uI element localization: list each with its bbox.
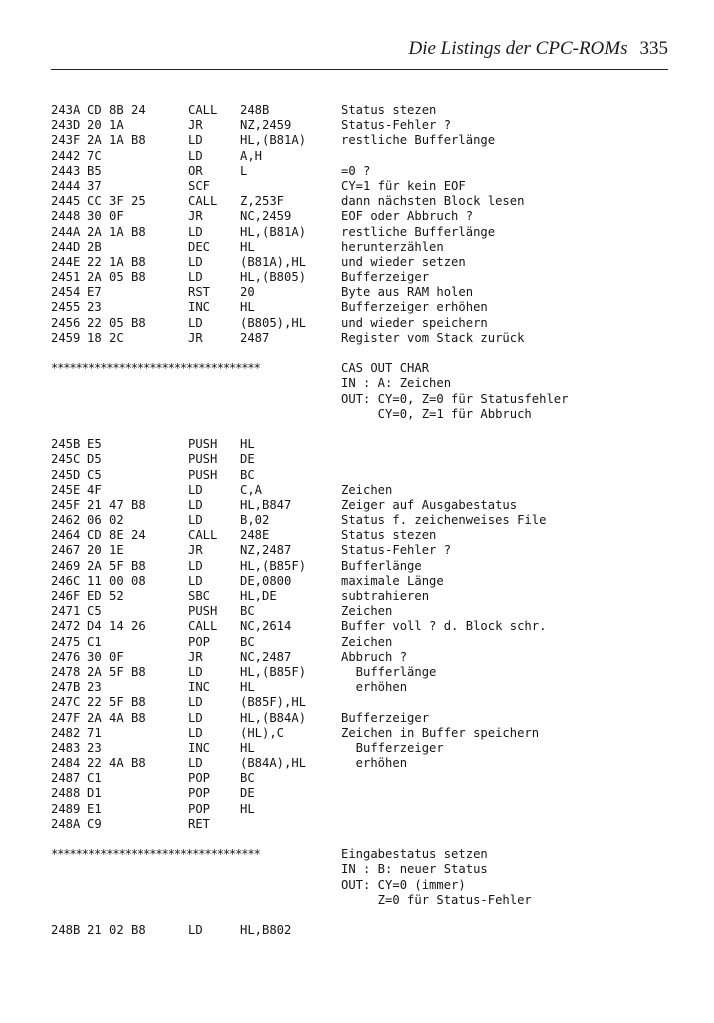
blank-line — [51, 908, 681, 923]
hex-bytes: 30 0F — [87, 649, 124, 664]
comment: Register vom Stack zurück — [341, 330, 525, 345]
hex-bytes: 21 47 B8 — [87, 497, 146, 512]
hex-bytes: 23 — [87, 740, 102, 755]
address: 243D — [51, 118, 81, 133]
address: 2483 — [51, 740, 81, 755]
routine-note: CY=0, Z=1 für Abbruch — [341, 406, 532, 421]
code-line — [51, 802, 681, 817]
hex-bytes: 2B — [87, 239, 102, 254]
comment: Byte aus RAM holen — [341, 285, 474, 300]
section-note-line — [51, 392, 681, 407]
hex-bytes: C1 — [87, 771, 102, 786]
hex-bytes: 22 5F B8 — [87, 695, 146, 710]
code-line — [51, 133, 681, 148]
operand: HL,(B84A) — [240, 710, 307, 725]
comment: restliche Bufferlänge — [341, 133, 496, 148]
comment: dann nächsten Block lesen — [341, 194, 525, 209]
address: 2484 — [51, 756, 81, 771]
address: 2443 — [51, 163, 81, 178]
address: 2487 — [51, 771, 81, 786]
operand: Z,253F — [240, 194, 285, 209]
mnemonic: CALL — [188, 194, 218, 209]
mnemonic: PUSH — [188, 467, 218, 482]
section-note-line — [51, 862, 681, 877]
page-number: 335 — [639, 38, 668, 59]
hex-bytes: CD 8B 24 — [87, 103, 146, 117]
code-line — [51, 589, 681, 604]
operand: (B805),HL — [240, 315, 307, 330]
mnemonic: LD — [188, 573, 203, 588]
hex-bytes: 18 2C — [87, 330, 124, 345]
separator-stars: ********************************** — [51, 847, 260, 862]
address: 245E — [51, 482, 81, 497]
hex-bytes: D1 — [87, 786, 102, 801]
address: 2482 — [51, 725, 81, 740]
comment: Zeiger auf Ausgabestatus — [341, 497, 518, 512]
code-line — [51, 483, 681, 498]
operand: HL,DE — [240, 589, 277, 603]
hex-bytes: D4 14 26 — [87, 619, 146, 634]
code-line — [51, 300, 681, 315]
operand: HL,(B81A) — [240, 133, 307, 148]
running-title: Die Listings der CPC-ROMs — [408, 38, 628, 59]
hex-bytes: 2A 05 B8 — [87, 270, 146, 285]
operand: HL,(B805) — [240, 270, 307, 285]
address: 245C — [51, 452, 81, 467]
operand: HL — [240, 680, 255, 695]
code-line — [51, 619, 681, 634]
code-line — [51, 103, 681, 118]
address: 2455 — [51, 300, 81, 315]
operand: 248B — [240, 103, 270, 117]
hex-bytes: 7C — [87, 148, 102, 163]
operand: A,H — [240, 148, 263, 163]
mnemonic: LD — [188, 148, 203, 163]
hex-bytes: 2A 4A B8 — [87, 710, 146, 725]
code-line — [51, 559, 681, 574]
code-line — [51, 711, 681, 726]
comment: Zeichen — [341, 604, 393, 619]
operand: HL,(B85F) — [240, 558, 307, 573]
code-line — [51, 240, 681, 255]
code-line — [51, 817, 681, 832]
mnemonic: LD — [188, 558, 203, 573]
routine-note: OUT: CY=0, Z=0 für Statusfehler — [341, 391, 569, 406]
comment: CY=1 für kein EOF — [341, 178, 466, 193]
address: 2476 — [51, 649, 81, 664]
comment: Zeichen in Buffer speichern — [341, 725, 540, 740]
address: 2444 — [51, 178, 81, 193]
code-line — [51, 528, 681, 543]
mnemonic: POP — [188, 801, 211, 816]
comment: Zeichen — [341, 634, 393, 649]
operand: HL — [240, 300, 255, 315]
operand: NC,2614 — [240, 619, 292, 634]
mnemonic: JR — [188, 330, 203, 345]
hex-bytes: C5 — [87, 467, 102, 482]
comment: subtrahieren — [341, 589, 430, 603]
operand: (B85F),HL — [240, 695, 307, 710]
operand: BC — [240, 467, 255, 482]
operand: 2487 — [240, 330, 270, 345]
comment: und wieder speichern — [341, 315, 488, 330]
address: 247B — [51, 680, 81, 695]
code-line — [51, 680, 681, 695]
hex-bytes: B5 — [87, 163, 102, 178]
operand: HL,B802 — [240, 923, 292, 938]
operand: HL — [240, 239, 255, 254]
hex-bytes: 2A 1A B8 — [87, 224, 146, 239]
comment: =0 ? — [341, 163, 371, 178]
address: 2456 — [51, 315, 81, 330]
hex-bytes: 06 02 — [87, 513, 124, 528]
mnemonic: RET — [188, 816, 211, 831]
address: 2462 — [51, 513, 81, 528]
address: 243F — [51, 133, 81, 148]
mnemonic: LD — [188, 710, 203, 725]
address: 247F — [51, 710, 81, 725]
code-line — [51, 741, 681, 756]
operand: C,A — [240, 482, 263, 497]
address: 244D — [51, 239, 81, 254]
address: 244A — [51, 224, 81, 239]
operand: DE — [240, 452, 255, 467]
comment: Abbruch ? — [341, 649, 408, 664]
comment: erhöhen — [341, 756, 408, 771]
mnemonic: CALL — [188, 103, 218, 117]
hex-bytes: 23 — [87, 680, 102, 695]
separator-stars: ********************************** — [51, 361, 260, 376]
mnemonic: INC — [188, 740, 211, 755]
address: 244E — [51, 254, 81, 269]
hex-bytes: 23 — [87, 300, 102, 315]
operand: BC — [240, 604, 255, 619]
code-line — [51, 468, 681, 483]
comment: Bufferzeiger — [341, 270, 430, 285]
comment: herunterzählen — [341, 239, 444, 254]
mnemonic: JR — [188, 118, 203, 133]
operand: NZ,2487 — [240, 543, 292, 558]
address: 248B — [51, 923, 81, 938]
address: 2448 — [51, 209, 81, 224]
address: 245D — [51, 467, 81, 482]
routine-note: OUT: CY=0 (immer) — [341, 877, 466, 892]
mnemonic: SBC — [188, 589, 211, 603]
hex-bytes: C1 — [87, 634, 102, 649]
mnemonic: LD — [188, 513, 203, 528]
operand: (B81A),HL — [240, 254, 307, 269]
address: 246C — [51, 573, 81, 588]
mnemonic: LD — [188, 695, 203, 710]
code-line — [51, 194, 681, 209]
hex-bytes: 4F — [87, 482, 102, 497]
address: 2467 — [51, 543, 81, 558]
address: 245B — [51, 437, 81, 452]
operand: DE,0800 — [240, 573, 292, 588]
comment: Buffer voll ? d. Block schr. — [341, 619, 547, 634]
mnemonic: PUSH — [188, 604, 218, 619]
code-line — [51, 786, 681, 801]
address: 2451 — [51, 270, 81, 285]
hex-bytes: 20 1E — [87, 543, 124, 558]
mnemonic: INC — [188, 300, 211, 315]
address: 248A — [51, 816, 81, 831]
mnemonic: CALL — [188, 619, 218, 634]
code-line — [51, 574, 681, 589]
hex-bytes: 2A 5F B8 — [87, 664, 146, 679]
comment: maximale Länge — [341, 573, 444, 588]
operand: BC — [240, 634, 255, 649]
code-line — [51, 164, 681, 179]
mnemonic: JR — [188, 209, 203, 224]
comment: restliche Bufferlänge — [341, 224, 496, 239]
section-note-line — [51, 407, 681, 422]
operand: (B84A),HL — [240, 756, 307, 771]
hex-bytes: CC 3F 25 — [87, 194, 146, 209]
mnemonic: LD — [188, 923, 203, 938]
mnemonic: LD — [188, 224, 203, 239]
code-line — [51, 270, 681, 285]
comment: Status-Fehler ? — [341, 543, 452, 558]
mnemonic: POP — [188, 634, 211, 649]
hex-bytes: 2A 5F B8 — [87, 558, 146, 573]
comment: Zeichen — [341, 482, 393, 497]
mnemonic: LD — [188, 725, 203, 740]
comment: erhöhen — [341, 680, 408, 695]
page-header — [0, 38, 668, 60]
code-line — [51, 604, 681, 619]
section-note-line — [51, 878, 681, 893]
address: 2489 — [51, 801, 81, 816]
mnemonic: LD — [188, 664, 203, 679]
section-header-line — [51, 361, 681, 376]
routine-note: IN : B: neuer Status — [341, 862, 488, 877]
code-line — [51, 650, 681, 665]
hex-bytes: E1 — [87, 801, 102, 816]
mnemonic: CALL — [188, 528, 218, 543]
blank-line — [51, 422, 681, 437]
routine-note: Z=0 für Status-Fehler — [341, 892, 532, 907]
comment: Bufferlänge — [341, 558, 422, 573]
operand: HL,(B85F) — [240, 664, 307, 679]
header-rule — [51, 69, 668, 70]
code-line — [51, 331, 681, 346]
code-line — [51, 665, 681, 680]
hex-bytes: D5 — [87, 452, 102, 467]
code-line — [51, 452, 681, 467]
mnemonic: LD — [188, 315, 203, 330]
code-line — [51, 513, 681, 528]
address: 2464 — [51, 528, 81, 543]
code-line — [51, 695, 681, 710]
code-line — [51, 543, 681, 558]
operand: HL — [240, 740, 255, 755]
mnemonic: JR — [188, 649, 203, 664]
address: 247C — [51, 695, 81, 710]
operand: DE — [240, 786, 255, 801]
operand: HL — [240, 801, 255, 816]
hex-bytes: 21 02 B8 — [87, 923, 146, 938]
hex-bytes: C9 — [87, 816, 102, 831]
mnemonic: LD — [188, 482, 203, 497]
comment: Bufferzeiger erhöhen — [341, 300, 488, 315]
comment: Bufferzeiger — [341, 710, 430, 725]
address: 2445 — [51, 194, 81, 209]
hex-bytes: 22 1A B8 — [87, 254, 146, 269]
address: 2469 — [51, 558, 81, 573]
blank-line — [51, 832, 681, 847]
code-line — [51, 149, 681, 164]
operand: HL,(B81A) — [240, 224, 307, 239]
hex-bytes: 71 — [87, 725, 102, 740]
operand: BC — [240, 771, 255, 786]
section-note-line — [51, 376, 681, 391]
hex-bytes: 2A 1A B8 — [87, 133, 146, 148]
comment: Status f. zeichenweises File — [341, 513, 547, 528]
operand: HL,B847 — [240, 497, 292, 512]
routine-name: CAS OUT CHAR — [341, 361, 430, 376]
operand: B,02 — [240, 513, 270, 528]
blank-line — [51, 346, 681, 361]
section-note-line — [51, 893, 681, 908]
mnemonic: INC — [188, 680, 211, 695]
code-line — [51, 498, 681, 513]
code-line — [51, 756, 681, 771]
operand: (HL),C — [240, 725, 285, 740]
mnemonic: OR — [188, 163, 203, 178]
address: 2442 — [51, 148, 81, 163]
mnemonic: LD — [188, 270, 203, 285]
address: 246F — [51, 589, 81, 603]
hex-bytes: 11 00 08 — [87, 573, 146, 588]
address: 2475 — [51, 634, 81, 649]
mnemonic: PUSH — [188, 437, 218, 452]
mnemonic: LD — [188, 254, 203, 269]
address: 2478 — [51, 664, 81, 679]
code-line — [51, 285, 681, 300]
mnemonic: POP — [188, 771, 211, 786]
code-line — [51, 209, 681, 224]
mnemonic: LD — [188, 133, 203, 148]
address: 2488 — [51, 786, 81, 801]
code-line — [51, 726, 681, 741]
hex-bytes: E7 — [87, 285, 102, 300]
hex-bytes: C5 — [87, 604, 102, 619]
code-line — [51, 771, 681, 786]
mnemonic: JR — [188, 543, 203, 558]
operand: NC,2487 — [240, 649, 292, 664]
hex-bytes: 30 0F — [87, 209, 124, 224]
operand: NZ,2459 — [240, 118, 292, 133]
comment: Bufferlänge — [341, 664, 437, 679]
hex-bytes: 37 — [87, 178, 102, 193]
comment: EOF oder Abbruch ? — [341, 209, 474, 224]
section-header-line — [51, 847, 681, 862]
address: 2454 — [51, 285, 81, 300]
routine-note: IN : A: Zeichen — [341, 376, 452, 391]
code-line — [51, 255, 681, 270]
hex-bytes: 20 1A — [87, 118, 124, 133]
operand: HL — [240, 437, 255, 452]
address: 245F — [51, 497, 81, 512]
code-line — [51, 179, 681, 194]
operand: NC,2459 — [240, 209, 292, 224]
code-line — [51, 118, 681, 133]
mnemonic: PUSH — [188, 452, 218, 467]
address: 2471 — [51, 604, 81, 619]
code-line — [51, 923, 681, 938]
code-line — [51, 635, 681, 650]
operand: L — [240, 163, 248, 178]
hex-bytes: 22 05 B8 — [87, 315, 146, 330]
comment: Status stezen — [341, 528, 437, 543]
mnemonic: RST — [188, 285, 211, 300]
address: 2472 — [51, 619, 81, 634]
hex-bytes: 22 4A B8 — [87, 756, 146, 771]
operand: 20 — [240, 285, 255, 300]
address: 243A — [51, 103, 81, 117]
comment: und wieder setzen — [341, 254, 466, 269]
mnemonic: DEC — [188, 239, 211, 254]
mnemonic: POP — [188, 786, 211, 801]
comment: Status-Fehler ? — [341, 118, 452, 133]
code-line — [51, 225, 681, 240]
mnemonic: SCF — [188, 178, 211, 193]
code-line — [51, 316, 681, 331]
comment: Bufferzeiger — [341, 740, 444, 755]
hex-bytes: CD 8E 24 — [87, 528, 146, 543]
assembly-listing — [51, 103, 681, 938]
mnemonic: LD — [188, 497, 203, 512]
hex-bytes: ED 52 — [87, 589, 124, 603]
code-line — [51, 437, 681, 452]
routine-name: Eingabestatus setzen — [341, 847, 488, 862]
address: 2459 — [51, 330, 81, 345]
comment: Status stezen — [341, 103, 437, 117]
hex-bytes: E5 — [87, 437, 102, 452]
mnemonic: LD — [188, 756, 203, 771]
operand: 248E — [240, 528, 270, 543]
